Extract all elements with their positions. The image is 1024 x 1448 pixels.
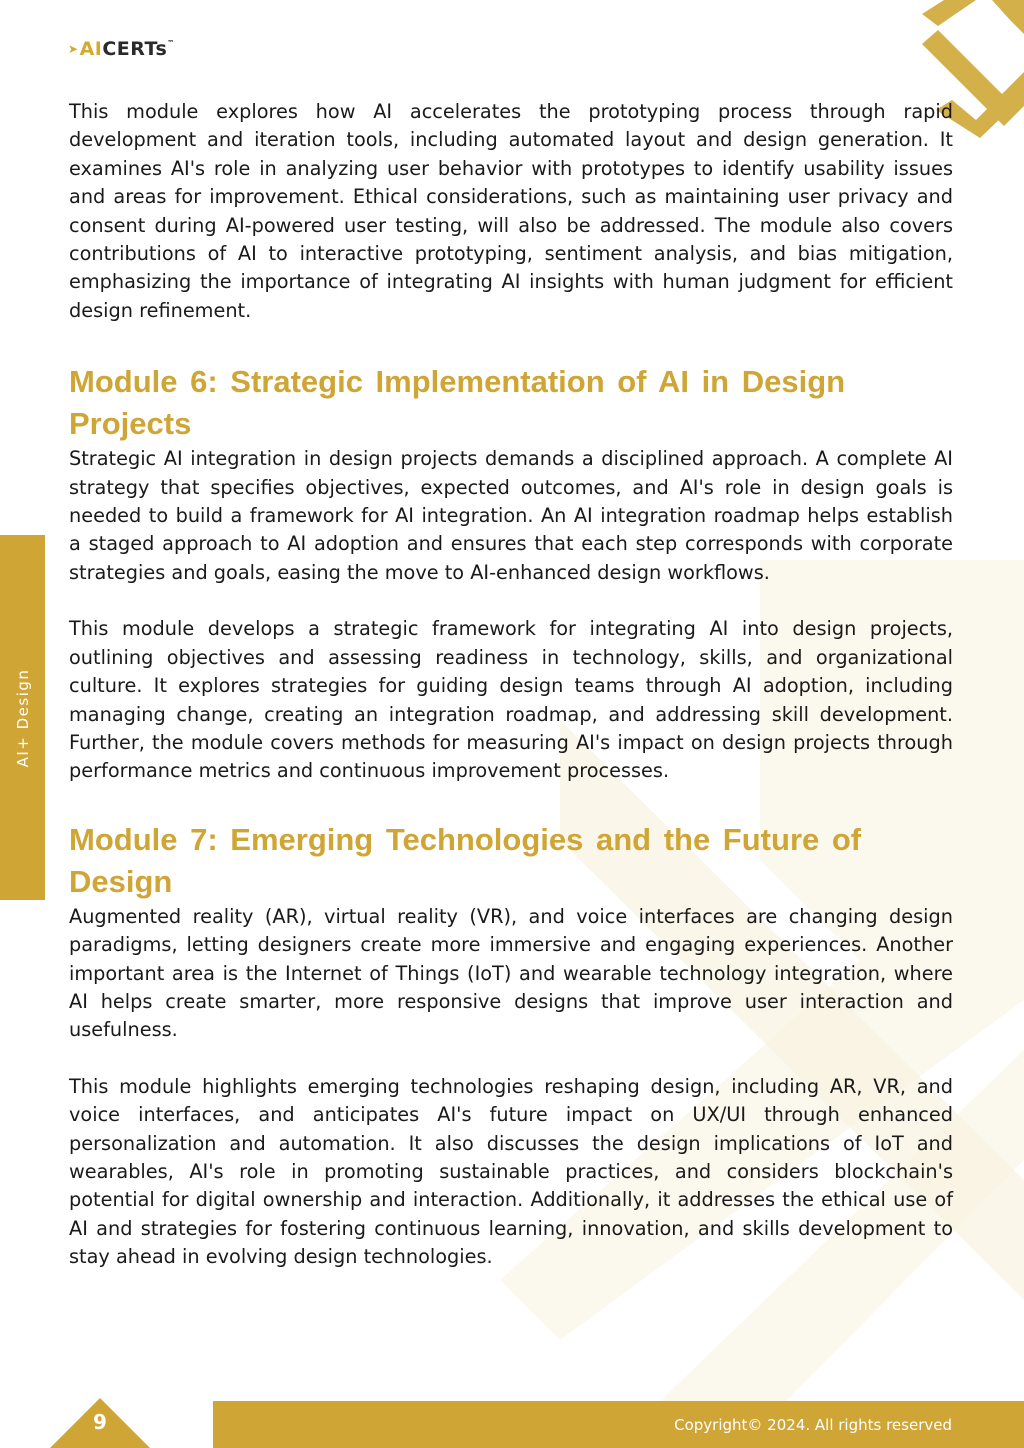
aicerts-logo [68, 38, 175, 60]
intro-paragraph: This module explores how AI accelerates the prototyping process through rapid development and iteration tools, including automated layout and design generation. It examines AI's role in analyzing user behavior with prototypes to identify usability issues and areas for improvement. Ethical considerations, such as maintaining user privacy and consent during AI-powered user testing, will also be addressed. The module also covers contributions of AI to interactive prototyping, sentiment analysis, and bias mitigation, emphasizing the importance of integrating AI insights with human judgment for efficient design refinement. [69, 100, 953, 322]
footer-bar [213, 1401, 1024, 1448]
page-content [69, 98, 953, 1272]
module-6-heading: Module 6: Strategic Implementation of AI in Design Projects [69, 364, 846, 442]
module-7-heading: Module 7: Emerging Technologies and the Future of Design [69, 821, 862, 899]
logo-trademark: ™ [167, 39, 175, 47]
logo-arrow-icon: ➤ [68, 42, 79, 56]
module-7-paragraph-2: This module highlights emerging technologies reshaping design, including AR, VR, and voice interfaces, and anticipates AI's future impact on UX/UI through enhanced personalization and automation. It also discusses the design implications of IoT and wearables, AI's role in promoting sustainable practices, and considers blockchain's potential for digital ownership and interaction. Additionally, it addresses the ethical use of AI and strategies for fostering continuous learning, innovation, and skills development to stay ahead in evolving design technologies. [69, 1074, 953, 1269]
page-number: 9 [93, 1410, 107, 1434]
logo-ai-text: AI [79, 38, 103, 60]
side-section-tab [0, 535, 45, 900]
copyright-text: Copyright© 2024. All rights reserved [674, 1416, 952, 1434]
module-6-paragraph-1: Strategic AI integration in design projects demands a disciplined approach. A complete AI strategy that specifies objectives, expected outcomes, and AI's role in design goals is needed to build a framework for AI integration. An AI integration roadmap helps establish a staged approach to AI adoption and ensures that each step corresponds with corporate strategies and goals, easing the move to AI-enhanced design workflows. [69, 447, 953, 584]
module-6-paragraph-2: This module develops a strategic framework for integrating AI into design projects, outlining objectives and assessing readiness in technology, skills, and organizational culture. It explores strategies for guiding design teams through AI adoption, including managing change, creating an integration roadmap, and addressing skill development. Further, the module covers methods for measuring AI's impact on design projects through performance metrics and continuous improvement processes. [69, 617, 953, 783]
side-tab-label: AI+ Design [13, 668, 32, 767]
logo-certs-text: CERTs [102, 38, 168, 60]
module-7-paragraph-1: Augmented reality (AR), virtual reality (VR), and voice interfaces are changing design paradigms, letting designers create more immersive and engaging experiences. Another important area is the Internet of Things (IoT) and wearable technology integration, where AI helps create smarter, more responsive designs that improve user interaction and usefulness. [69, 904, 953, 1042]
